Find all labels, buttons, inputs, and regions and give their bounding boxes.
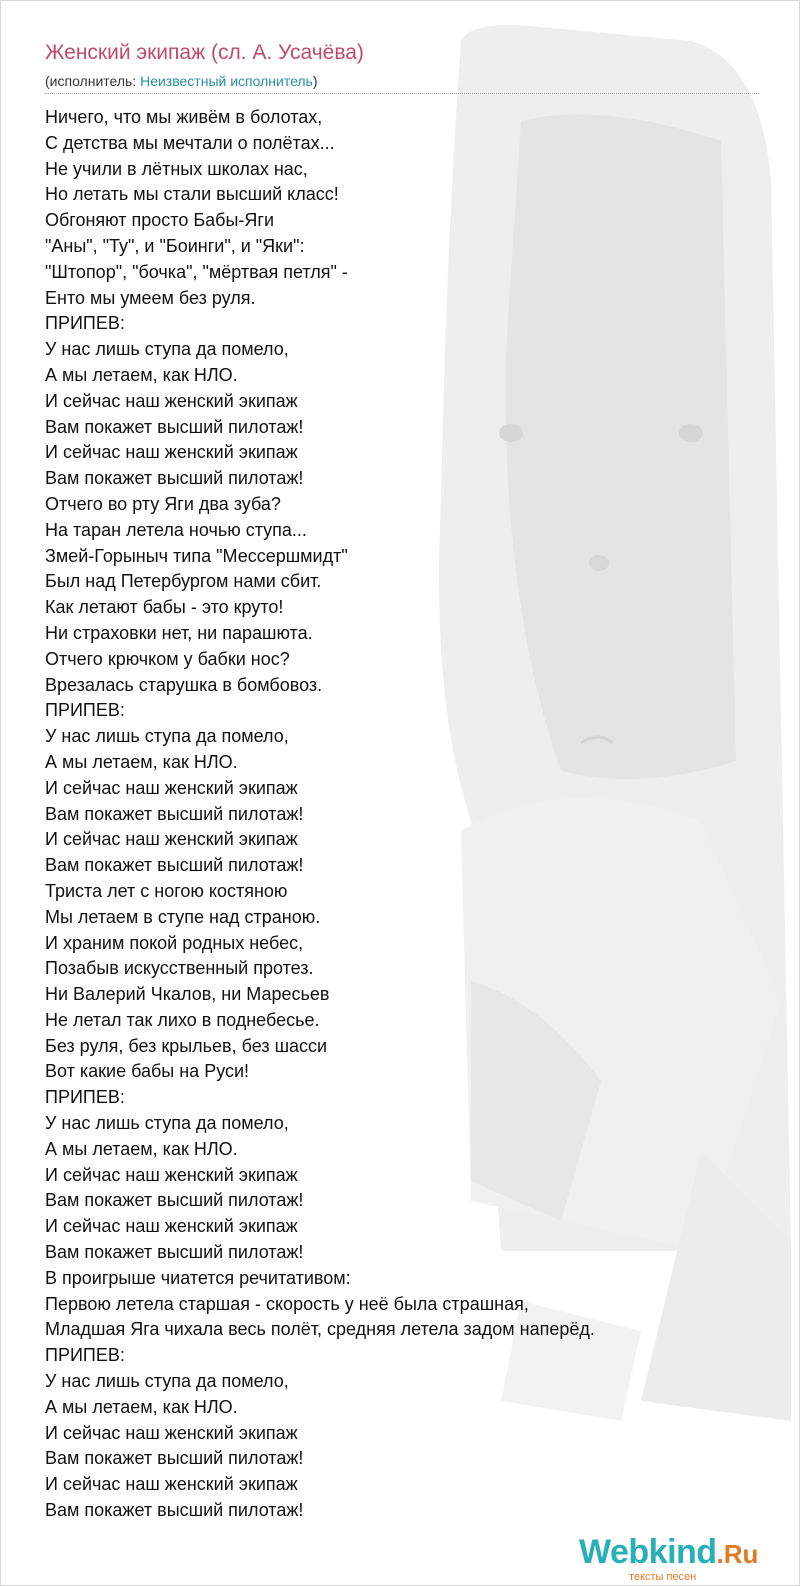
- lyric-line: И сейчас наш женский экипаж: [45, 1164, 298, 1185]
- lyric-line: А мы летаем, как НЛО.: [45, 1396, 238, 1417]
- lyric-line: Как летают бабы - это круто!: [45, 597, 284, 618]
- lyric-line: А мы летаем, как НЛО.: [45, 751, 238, 772]
- lyric-line: Вам покажет высший пилотаж!: [45, 855, 304, 876]
- lyric-line: Ни Валерий Чкалов, ни Маресьев: [45, 984, 330, 1005]
- lyric-line: Обгоняют просто Бабы-Яги: [45, 210, 275, 231]
- lyric-line: У нас лишь ступа да помело,: [45, 1113, 289, 1134]
- lyric-line: "Штопор", "бочка", "мёртвая петля" -: [45, 261, 348, 282]
- lyric-line: Был над Петербургом нами сбит.: [45, 571, 322, 592]
- lyric-line: И сейчас наш женский экипаж: [45, 390, 298, 411]
- lyric-line: ПРИПЕВ:: [45, 313, 125, 334]
- lyric-line: У нас лишь ступа да помело,: [45, 1371, 289, 1392]
- header-divider: [45, 93, 759, 94]
- lyric-line: Вам покажет высший пилотаж!: [45, 803, 304, 824]
- lyric-line: Енто мы умеем без руля.: [45, 287, 256, 308]
- lyric-line: Вам покажет высший пилотаж!: [45, 1500, 304, 1521]
- lyric-line: Отчего крючком у бабки нос?: [45, 648, 290, 669]
- lyric-line: А мы летаем, как НЛО.: [45, 364, 238, 385]
- lyric-line: Мы летаем в ступе над страною.: [45, 906, 321, 927]
- lyric-line: Позабыв искусственный протез.: [45, 958, 314, 979]
- artist-suffix: ): [312, 73, 318, 89]
- logo-ru-text: .Ru: [716, 1539, 759, 1569]
- lyric-line: Вам покажет высший пилотаж!: [45, 1448, 304, 1469]
- lyric-line: У нас лишь ступа да помело,: [45, 339, 289, 360]
- lyric-line: У нас лишь ступа да помело,: [45, 726, 289, 747]
- lyric-line: Триста лет с ногою костяною: [45, 880, 288, 901]
- lyric-line: Вам покажет высший пилотаж!: [45, 1190, 304, 1211]
- lyric-line: С детства мы мечтали о полётах...: [45, 132, 335, 153]
- lyric-line: На таран летела ночью ступа...: [45, 519, 307, 540]
- lyric-line: И сейчас наш женский экипаж: [45, 829, 298, 850]
- lyric-line: Вам покажет высший пилотаж!: [45, 1242, 304, 1263]
- site-logo[interactable]: [579, 1533, 779, 1583]
- lyric-line: Первою летела старшая - скорость у неё была страшная,: [45, 1293, 529, 1314]
- lyric-line: И сейчас наш женский экипаж: [45, 1216, 298, 1237]
- lyric-line: Но летать мы стали высший класс!: [45, 184, 339, 205]
- artist-prefix: (исполнитель:: [45, 73, 141, 89]
- lyric-line: ПРИПЕВ:: [45, 1345, 125, 1366]
- lyric-line: И сейчас наш женский экипаж: [45, 442, 298, 463]
- lyric-line: Отчего во рту Яги два зуба?: [45, 493, 281, 514]
- lyric-line: И сейчас наш женский экипаж: [45, 1474, 298, 1495]
- lyric-line: Ничего, что мы живём в болотах,: [45, 107, 323, 127]
- page-title: Женский экипаж (сл. А. Усачёва): [45, 41, 364, 64]
- lyric-line: И сейчас наш женский экипаж: [45, 1422, 298, 1443]
- lyric-line: Ни страховки нет, ни парашюта.: [45, 622, 313, 643]
- artist-link[interactable]: Неизвестный исполнитель: [140, 73, 313, 89]
- lyric-line: Змей-Горыныч типа "Мессершмидт": [45, 545, 348, 566]
- lyric-line: Младшая Яга чихала весь полёт, средняя летела задом наперёд.: [45, 1319, 595, 1340]
- lyric-line: Вам покажет высший пилотаж!: [45, 468, 304, 489]
- lyric-line: "Аны", "Ту", и "Боинги", и "Яки":: [45, 235, 305, 256]
- lyric-line: И сейчас наш женский экипаж: [45, 777, 298, 798]
- logo-main-text: Webkind: [579, 1533, 717, 1571]
- lyric-line: ПРИПЕВ:: [45, 1087, 125, 1108]
- lyrics-text: [45, 105, 595, 1524]
- artist-line: [45, 73, 318, 89]
- lyric-line: Не учили в лётных школах нас,: [45, 158, 308, 179]
- lyric-line: ПРИПЕВ:: [45, 700, 125, 721]
- lyric-line: И храним покой родных небес,: [45, 932, 304, 953]
- lyric-line: А мы летаем, как НЛО.: [45, 1138, 238, 1159]
- lyric-line: Вам покажет высший пилотаж!: [45, 416, 304, 437]
- lyric-line: Вот какие бабы на Руси!: [45, 1061, 250, 1082]
- logo-subtitle: тексты песен: [629, 1571, 697, 1583]
- lyric-line: Не летал так лихо в поднебесье.: [45, 1009, 320, 1030]
- lyric-line: В проигрыше чиатется речитативом:: [45, 1267, 351, 1288]
- lyric-line: Врезалась старушка в бомбовоз.: [45, 674, 323, 695]
- lyric-line: Без руля, без крыльев, без шасси: [45, 1035, 328, 1056]
